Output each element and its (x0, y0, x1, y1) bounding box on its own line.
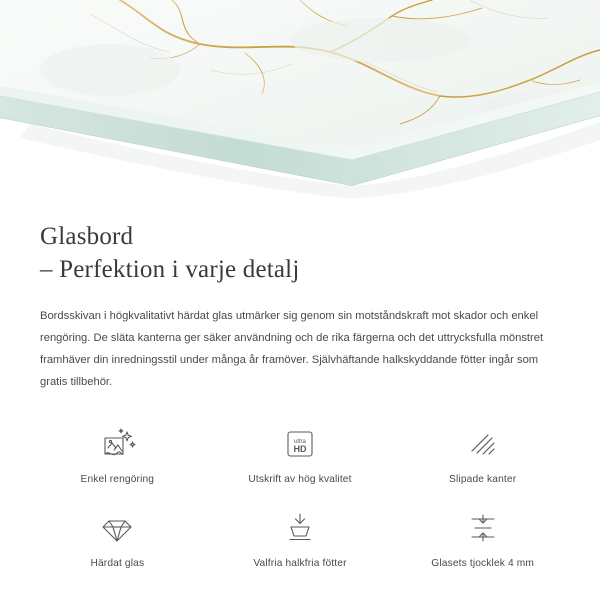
diagonal-lines-icon (460, 423, 506, 465)
feature-label: Utskrift av hög kvalitet (248, 474, 352, 486)
hero-image (0, 0, 600, 200)
feature-label: Enkel rengöring (80, 474, 155, 486)
anti-slip-foot-icon (277, 507, 323, 549)
product-description-paragraph: Bordsskivan i högkvalitativt härdat glas utmärker sig genom sin motståndskraft mot skador och enkel rengöring. De släta kanterna ger säker användning och de rika färgerna och det uttrycksfulla mönstret framhäver din inredningsstil under många år framöver. Självhäftande halkskyddande fötter ingår som gratis tillbehör. (40, 310, 544, 388)
headline-line-2: – Perfektion i varje detalj (40, 256, 300, 283)
glass-edge-and-veining (0, 0, 600, 200)
feature-grid (0, 423, 600, 569)
feature-item (26, 423, 209, 485)
svg-text:ultra: ultra (294, 439, 306, 446)
diamond-icon (94, 507, 140, 549)
svg-text:HD: HD (293, 444, 307, 455)
feature-item (209, 507, 392, 569)
sparkle-cloth-icon (94, 423, 140, 465)
feature-label: Valfria halkfria fötter (253, 558, 347, 570)
headline-line-1: Glasbord (40, 223, 134, 250)
thickness-arrows-icon (460, 507, 506, 549)
feature-label: Slipade kanter (449, 474, 517, 486)
feature-item (391, 423, 574, 485)
feature-item (391, 507, 574, 569)
text-content (0, 200, 600, 393)
feature-label: Glasets tjocklek 4 mm (431, 558, 535, 570)
feature-label: Härdat glas (90, 558, 145, 570)
ultra-hd-icon (277, 423, 323, 465)
page-title (40, 220, 560, 286)
feature-item (26, 507, 209, 569)
feature-item (209, 423, 392, 485)
